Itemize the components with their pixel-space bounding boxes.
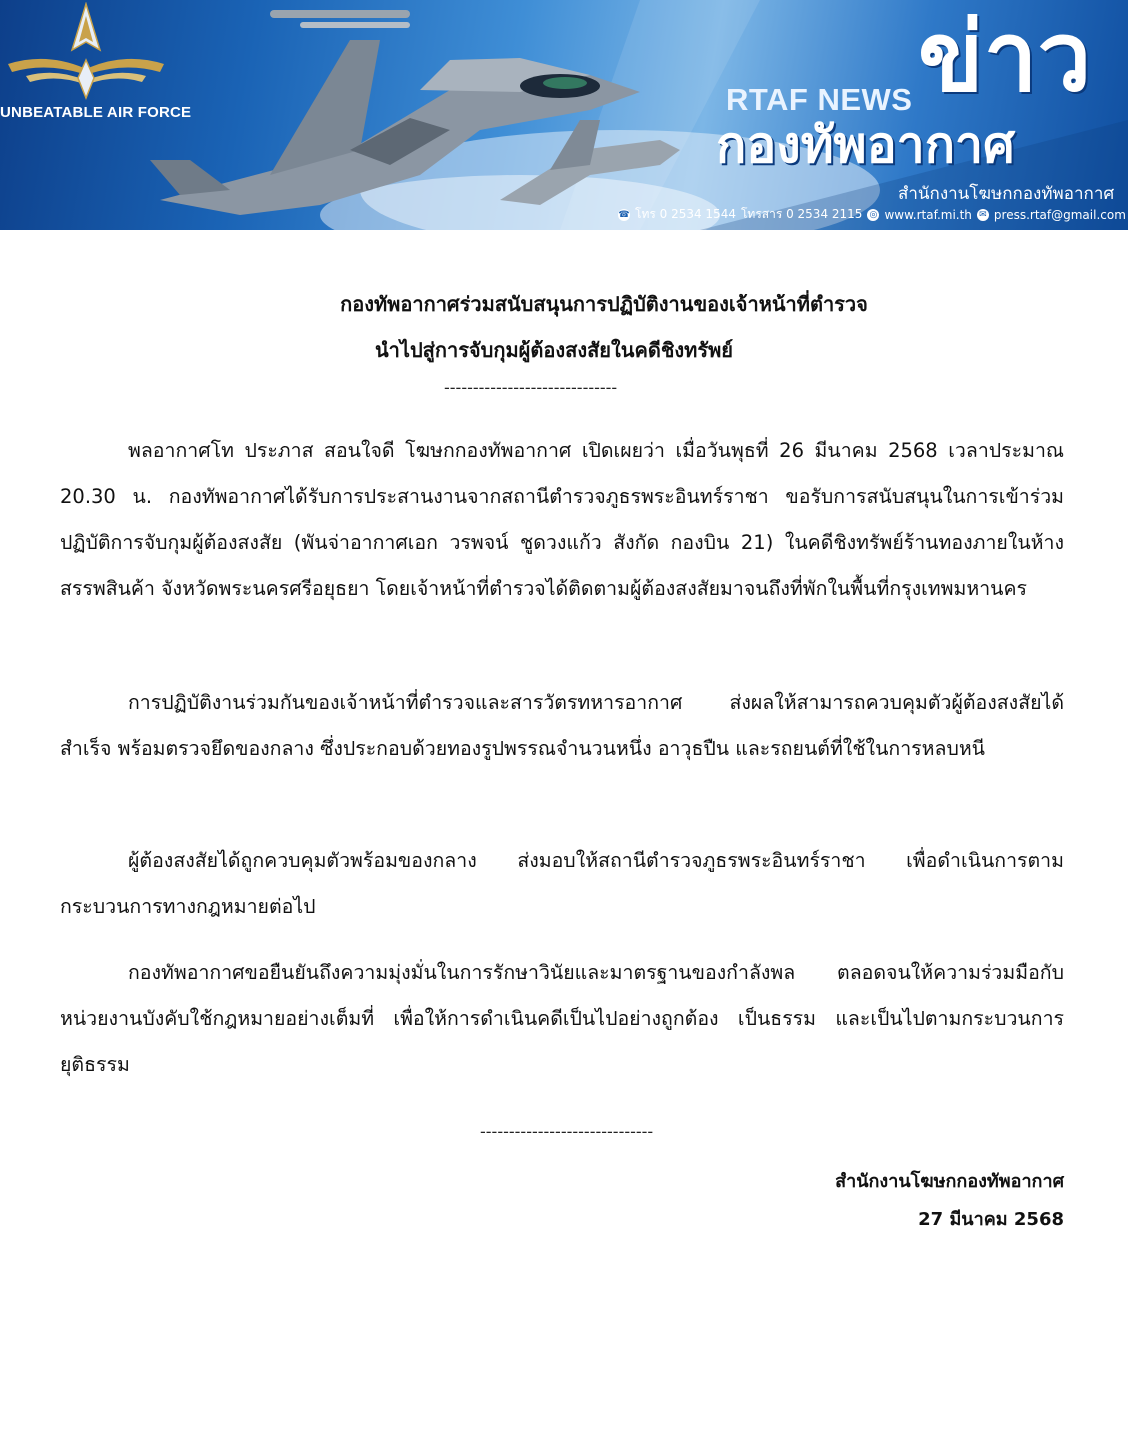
paragraph-2: การปฏิบัติงานร่วมกันของเจ้าหน้าที่ตำรวจและสารวัตรทหารอากาศ ส่งผลให้สามารถควบคุมตัวผู้ต้องสงสัยได้สำเร็จ พร้อมตรวจยึดของกลาง ซึ่งประกอบด้วยทองรูปพรรณจำนวนหนึ่ง อาวุธปืน และรถยนต์ที่ใช้ในการหลบหนี [60, 691, 1064, 760]
paragraph-3: ผู้ต้องสงสัยได้ถูกควบคุมตัวพร้อมของกลาง ส่งมอบให้สถานีตำรวจภูธรพระอินทร์ราชา เพื่อดำเนินการตามกระบวนการทางกฎหมายต่อไป [60, 849, 1064, 918]
motto-text: UNBEATABLE AIR FORCE [0, 104, 192, 121]
email-link[interactable]: press.rtaf@gmail.com [993, 207, 1126, 222]
contact-row [618, 205, 1126, 224]
email-icon: ✉ [977, 209, 989, 221]
rtaf-news-label: RTAF NEWS [726, 82, 913, 117]
airforce-thai-title: กองทัพอากาศ [716, 116, 1015, 174]
website-link[interactable]: www.rtaf.mi.th [884, 207, 972, 222]
title-separator: ------------------------------ [444, 378, 618, 397]
globe-icon: ◎ [867, 209, 879, 221]
phone-icon: ☎ [618, 209, 630, 220]
header-banner [0, 0, 1128, 230]
banner-office-name: สำนักงานโฆษกกองทัพอากาศ [898, 184, 1115, 204]
phone-number: โทร 0 2534 1544 [635, 207, 736, 221]
signature-office: สำนักงานโฆษกกองทัพอากาศ [835, 1171, 1064, 1192]
signature-date: 27 มีนาคม 2568 [918, 1209, 1064, 1230]
news-thai-title: ข่าว [918, 1, 1092, 113]
end-separator: ------------------------------ [480, 1122, 654, 1141]
document-title-line2: นำไปสู่การจับกุมผู้ต้องสงสัยในคดีชิงทรัพย์ [374, 338, 733, 362]
fax-number: โทรสาร 0 2534 2115 [740, 207, 863, 221]
fighter-jet-image [120, 0, 680, 230]
paragraph-4: กองทัพอากาศขอยืนยันถึงความมุ่งมั่นในการรักษาวินัยและมาตรฐานของกำลังพล ตลอดจนให้ความร่วมมือกับหน่วยงานบังคับใช้กฎหมายอย่างเต็มที่ เพื่อให้การดำเนินคดีเป็นไปอย่างถูกต้อง เป็นธรรม และเป็นไปตามกระบวนการยุติธรรม [60, 961, 1064, 1076]
paragraph-1: พลอากาศโท ประภาส สอนใจดี โฆษกกองทัพอากาศ เปิดเผยว่า เมื่อวันพุธที่ 26 มีนาคม 2568 เวลาประมาณ 20.30 น. กองทัพอากาศได้รับการประสานงานจากสถานีตำรวจภูธรพระอินทร์ราชา ขอรับการสนับสนุนในการเข้าร่วมปฏิบัติการจับกุมผู้ต้องสงสัย (พันจ่าอากาศเอก วรพจน์ ชูดวงแก้ว สังกัด กองบิน 21) ในคดีชิงทรัพย์ร้านทองภายในห้างสรรพสินค้า จังหวัดพระนครศรีอยุธยา โดยเจ้าหน้าที่ตำรวจได้ติดตามผู้ต้องสงสัยมาจนถึงที่พักในพื้นที่กรุงเทพมหานคร [60, 439, 1064, 600]
document-title-line1: กองทัพอากาศร่วมสนับสนุนการปฏิบัติงานของเจ้าหน้าที่ตำรวจ [340, 292, 868, 316]
